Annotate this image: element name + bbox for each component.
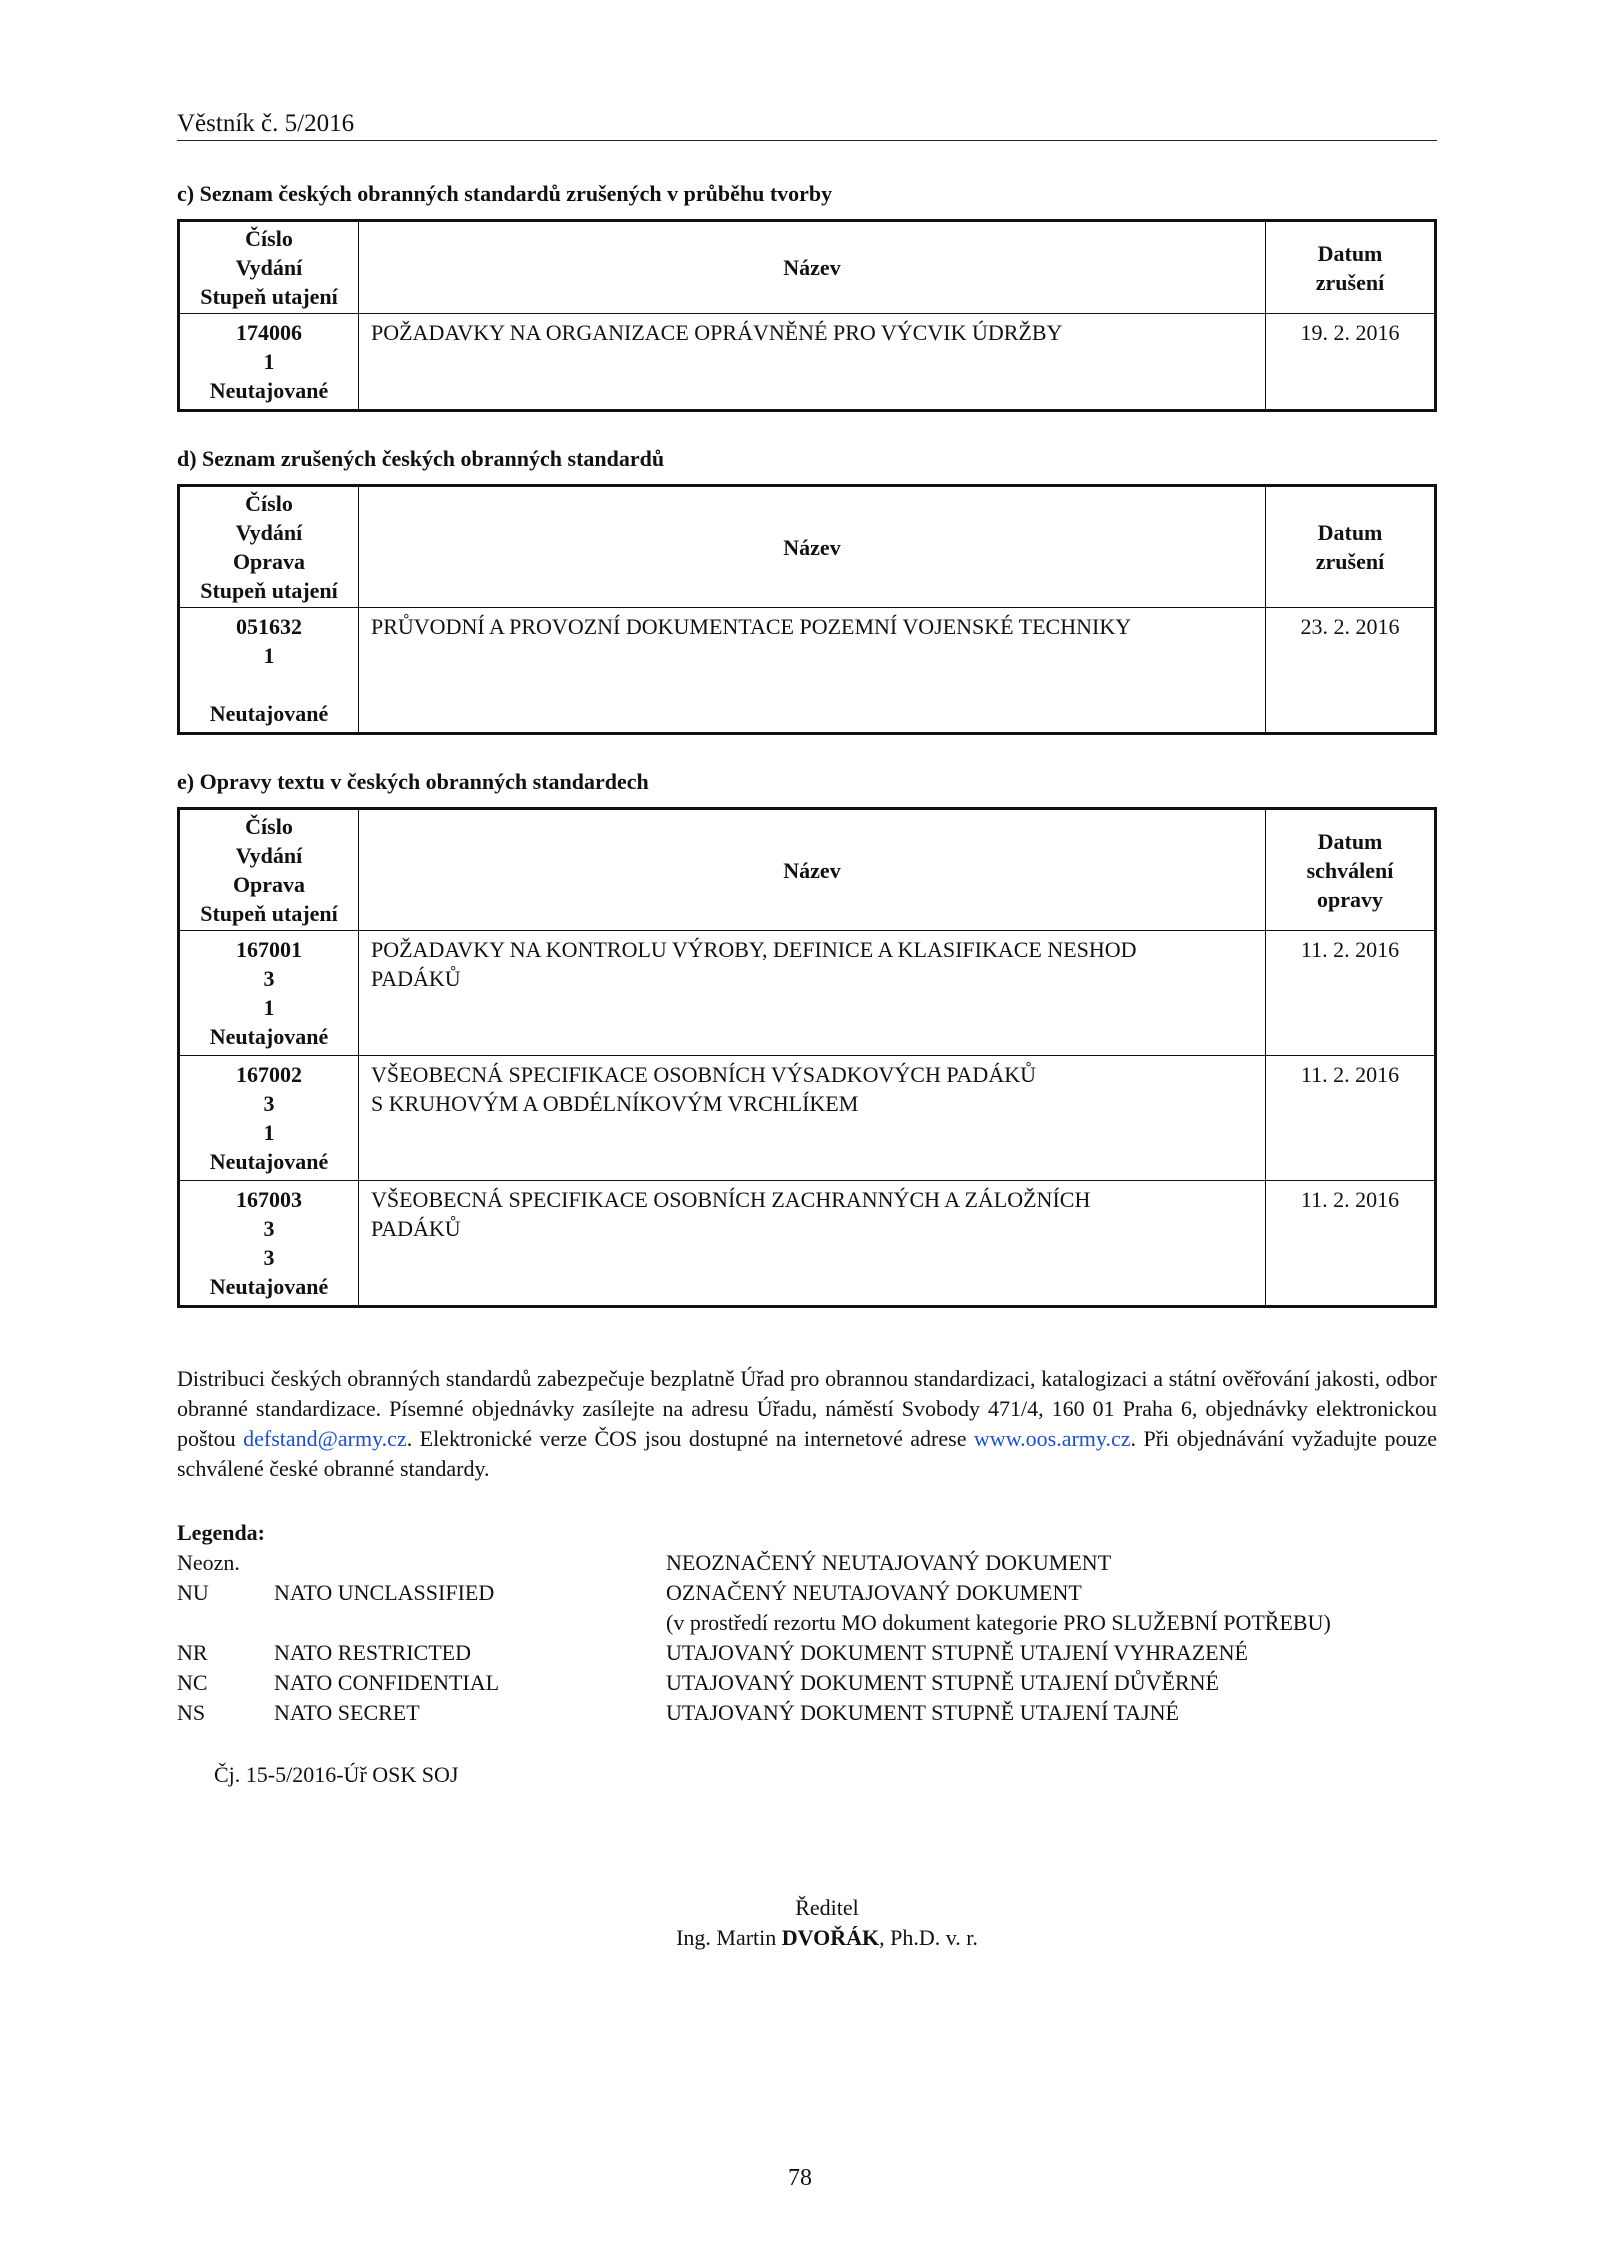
email-link[interactable]: defstand@army.cz: [243, 1426, 407, 1451]
standard-name-cell: VŠEOBECNÁ SPECIFIKACE OSOBNÍCH VÝSADKOVÝCH PADÁKŮ S KRUHOVÝM A OBDÉLNÍKOVÝM VRCHLÍKEM: [359, 1056, 1266, 1181]
standard-number-cell: 167003 3 3 Neutajované: [179, 1181, 359, 1307]
col-date-header: Datum zrušení: [1266, 486, 1436, 608]
standard-name-cell: PRŮVODNÍ A PROVOZNÍ DOKUMENTACE POZEMNÍ VOJENSKÉ TECHNIKY: [359, 608, 1266, 734]
page-number: 78: [788, 2165, 812, 2191]
legend: [177, 1518, 1437, 1728]
legend-row: NR NATO RESTRICTED UTAJOVANÝ DOKUMENT STUPNĚ UTAJENÍ VYHRAZENÉ: [177, 1640, 1248, 1665]
col-number-header: Číslo Vydání Oprava Stupeň utajení: [179, 486, 359, 608]
journal-title: Věstník č. 5/2016: [177, 110, 355, 137]
date-cell: 19. 2. 2016: [1266, 314, 1436, 411]
standard-number-cell: 174006 1 Neutajované: [179, 314, 359, 411]
legend-row: NU NATO UNCLASSIFIED OZNAČENÝ NEUTAJOVANÝ DOKUMENT: [177, 1580, 1082, 1605]
signature-name: Ing. Martin DVOŘÁK, Ph.D. v. r.: [676, 1925, 978, 1950]
col-name-header: Název: [359, 486, 1266, 608]
legend-row: (v prostředí rezortu MO dokument kategorie PRO SLUŽEBNÍ POTŘEBU): [666, 1610, 1331, 1635]
col-date-header: Datum schválení opravy: [1266, 809, 1436, 931]
table-c: [177, 219, 1437, 412]
distribution-paragraph: Distribuci českých obranných standardů zabezpečuje bezplatně Úřad pro obrannou standardizaci, katalogizaci a státní ověřování jakosti, odbor obranné standardizace. Písemné objednávky zasílejte na adresu Úřadu, náměstí Svobody 471/4, 160 01 Praha 6, objednávky elektronickou poštou defstand@army.cz. Elektronické verze ČOS jsou dostupné na internetové adrese www.oos.army.cz. Při objednávání vyžadujte pouze schválené české obranné standardy.: [177, 1366, 1437, 1481]
col-date-header: Datum zrušení: [1266, 221, 1436, 314]
date-cell: 11. 2. 2016: [1266, 931, 1436, 1056]
standard-name-cell: VŠEOBECNÁ SPECIFIKACE OSOBNÍCH ZACHRANNÝCH A ZÁLOŽNÍCH PADÁKŮ: [359, 1181, 1266, 1307]
col-name-header: Název: [359, 809, 1266, 931]
col-name-header: Název: [359, 221, 1266, 314]
page-header: [177, 110, 1437, 141]
legend-title: Legenda:: [177, 1520, 265, 1545]
signature-block: [177, 1893, 1437, 1953]
table-header-row: [179, 809, 1436, 931]
section-d-heading: d) Seznam zrušených českých obranných standardů: [177, 446, 665, 471]
table-row: [179, 314, 1436, 411]
date-cell: 11. 2. 2016: [1266, 1056, 1436, 1181]
table-e: [177, 807, 1437, 1308]
website-link[interactable]: www.oos.army.cz: [973, 1426, 1131, 1451]
table-header-row: [179, 486, 1436, 608]
standard-number-cell: 167002 3 1 Neutajované: [179, 1056, 359, 1181]
table-header-row: [179, 221, 1436, 314]
col-number-header: Číslo Vydání Oprava Stupeň utajení: [179, 809, 359, 931]
date-cell: 11. 2. 2016: [1266, 1181, 1436, 1307]
section-d: [177, 446, 1437, 735]
col-number-header: Číslo Vydání Stupeň utajení: [179, 221, 359, 314]
page: [177, 110, 1437, 1953]
section-e-heading: e) Opravy textu v českých obranných standardech: [177, 769, 649, 794]
table-d: [177, 484, 1437, 735]
table-row: [179, 931, 1436, 1056]
date-cell: 23. 2. 2016: [1266, 608, 1436, 734]
reference-number: Čj. 15-5/2016-Úř OSK SOJ: [214, 1762, 459, 1787]
legend-row: NS NATO SECRET UTAJOVANÝ DOKUMENT STUPNĚ UTAJENÍ TAJNÉ: [177, 1700, 1179, 1725]
standard-number-cell: 051632 1 Neutajované: [179, 608, 359, 734]
section-e: [177, 769, 1437, 1308]
signature-role: Ředitel: [795, 1895, 859, 1920]
standard-name-cell: POŽADAVKY NA ORGANIZACE OPRÁVNĚNÉ PRO VÝCVIK ÚDRŽBY: [359, 314, 1266, 411]
standard-name-cell: POŽADAVKY NA KONTROLU VÝROBY, DEFINICE A KLASIFIKACE NESHOD PADÁKŮ: [359, 931, 1266, 1056]
legend-row: NC NATO CONFIDENTIAL UTAJOVANÝ DOKUMENT STUPNĚ UTAJENÍ DŮVĚRNÉ: [177, 1670, 1219, 1695]
section-c-heading: c) Seznam českých obranných standardů zrušených v průběhu tvorby: [177, 181, 833, 206]
standard-number-cell: 167001 3 1 Neutajované: [179, 931, 359, 1056]
legend-row: Neozn. NEOZNAČENÝ NEUTAJOVANÝ DOKUMENT: [177, 1550, 1112, 1575]
table-row: [179, 1056, 1436, 1181]
section-c: [177, 181, 1437, 412]
table-row: [179, 1181, 1436, 1307]
table-row: [179, 608, 1436, 734]
